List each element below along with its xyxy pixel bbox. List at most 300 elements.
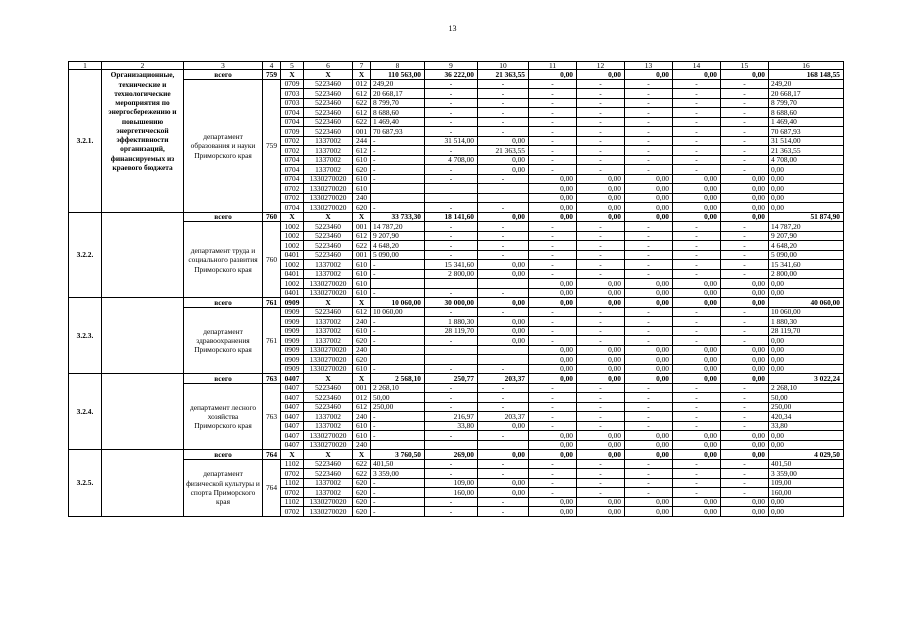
table-cell: - [371,497,425,507]
table-cell: 70 687,93 [769,127,844,137]
table-cell: - [721,146,769,156]
table-cell: 0,00 [625,364,673,374]
column-number: 7 [353,62,371,70]
table-cell: 612 [353,108,371,118]
total-cell: 0,00 [625,450,673,460]
table-cell: - [425,469,478,479]
table-cell: 8 799,70 [769,98,844,108]
table-cell: 1337002 [304,317,353,327]
table-cell: - [673,317,721,327]
table-cell: - [673,412,721,422]
table-cell: - [425,241,478,251]
table-cell: - [673,155,721,165]
table-cell: - [625,478,673,488]
table-cell: 5223460 [304,250,353,260]
total-cell: X [353,450,371,460]
table-cell: - [577,222,625,232]
table-cell: 0,00 [769,431,844,441]
table-cell: 001 [353,222,371,232]
table-cell: 1102 [281,497,304,507]
table-cell: - [577,250,625,260]
total-cell: 18 141,60 [425,212,478,222]
table-cell: 5223460 [304,222,353,232]
table-cell: - [673,231,721,241]
table-cell: - [577,117,625,127]
table-cell: 0401 [281,288,304,298]
table-cell: 0,00 [577,184,625,194]
table-cell: 240 [353,440,371,450]
total-cell: 0,00 [529,212,577,222]
table-cell: - [478,231,529,241]
budget-table [68,61,844,517]
table-cell: 0909 [281,345,304,355]
table-cell [425,193,478,203]
table-cell: 0,00 [478,317,529,327]
table-cell: 20 668,17 [371,89,425,99]
table-cell: - [577,269,625,279]
table-cell: 1330270020 [304,288,353,298]
table-cell: - [425,364,478,374]
table-cell: - [371,165,425,175]
table-cell: 0,00 [721,279,769,289]
total-cell: X [281,212,304,222]
total-cell: 0909 [281,298,304,308]
table-cell [425,440,478,450]
section-number: 3.2.4. [69,374,102,450]
table-cell: - [529,317,577,327]
table-cell: - [425,459,478,469]
table-cell: - [478,431,529,441]
table-cell: 0,00 [673,184,721,194]
table-cell: 0,00 [577,288,625,298]
table-cell: 0,00 [625,174,673,184]
table-cell: - [478,383,529,393]
table-cell: - [371,317,425,327]
table-cell: 2 800,00 [769,269,844,279]
section-number: 3.2.1. [69,70,102,213]
table-cell: - [721,117,769,127]
table-cell: 0,00 [478,421,529,431]
table-cell: 612 [353,402,371,412]
table-cell: 0,00 [529,355,577,365]
column-number: 3 [184,62,263,70]
total-cell: X [304,70,353,80]
department-code: 761 [263,307,281,374]
table-cell: - [529,412,577,422]
table-cell: - [577,402,625,412]
total-cell: 0,00 [529,70,577,80]
table-row [69,307,844,317]
table-cell: 15 341,60 [425,260,478,270]
table-cell: 0,00 [577,279,625,289]
section-number: 3.2.3. [69,298,102,374]
table-cell: 610 [353,184,371,194]
table-cell: 0,00 [769,184,844,194]
table-cell: 1337002 [304,155,353,165]
table-cell [371,440,425,450]
table-cell: - [425,288,478,298]
total-cell: X [281,450,304,460]
column-number: 13 [625,62,673,70]
table-cell: - [721,469,769,479]
table-cell: - [673,393,721,403]
table-cell: - [673,326,721,336]
table-cell: 0,00 [721,431,769,441]
table-cell: - [425,146,478,156]
table-cell: 0407 [281,440,304,450]
table-cell: 249,20 [769,79,844,89]
table-cell: 0,00 [721,203,769,213]
table-cell: 0,00 [721,507,769,517]
table-cell: - [425,507,478,517]
table-cell: 1330270020 [304,364,353,374]
table-cell: 420,34 [769,412,844,422]
total-cell: 269,00 [425,450,478,460]
table-cell: 0,00 [625,355,673,365]
table-cell: 240 [353,345,371,355]
table-cell: - [625,383,673,393]
table-cell: 0,00 [769,279,844,289]
table-cell: - [529,469,577,479]
table-cell: - [425,383,478,393]
table-cell: - [371,174,425,184]
table-cell: 0,00 [721,184,769,194]
table-cell [425,355,478,365]
table-cell: - [478,459,529,469]
table-cell: - [673,307,721,317]
total-cell: 4 029,50 [769,450,844,460]
table-cell: 0,00 [529,279,577,289]
table-cell: 001 [353,383,371,393]
table-cell: - [625,469,673,479]
table-cell: - [625,222,673,232]
table-cell: - [625,89,673,99]
column-number: 11 [529,62,577,70]
total-cell: X [304,374,353,384]
table-cell: - [529,136,577,146]
table-cell: 0,00 [625,288,673,298]
table-cell: - [529,421,577,431]
total-cell: всего [184,70,263,80]
total-cell: 760 [263,212,281,222]
table-cell: - [529,98,577,108]
section-number: 3.2.2. [69,212,102,298]
table-cell: 0,00 [673,364,721,374]
table-cell: 1330270020 [304,174,353,184]
table-cell: - [625,127,673,137]
total-cell: X [304,298,353,308]
table-cell: - [673,136,721,146]
table-cell: 1002 [281,231,304,241]
table-cell: - [577,260,625,270]
total-cell: 0,00 [673,70,721,80]
table-cell: - [529,336,577,346]
total-cell: 3 760,50 [371,450,425,460]
total-cell: X [353,298,371,308]
table-cell: 612 [353,146,371,156]
table-cell: - [625,155,673,165]
table-cell: 31 514,00 [425,136,478,146]
table-cell: 0401 [281,269,304,279]
table-cell: 0,00 [721,497,769,507]
table-cell: 5223460 [304,383,353,393]
page-number: 13 [448,24,457,33]
table-cell: 1337002 [304,260,353,270]
table-cell: - [529,241,577,251]
table-cell: 1330270020 [304,355,353,365]
table-cell: 610 [353,421,371,431]
column-number: 4 [263,62,281,70]
table-cell: - [625,146,673,156]
table-cell: 10 060,00 [769,307,844,317]
table-cell: - [478,89,529,99]
table-cell: - [425,108,478,118]
table-cell: 0,00 [769,355,844,365]
table-cell: - [721,317,769,327]
table-cell: 0,00 [673,193,721,203]
table-cell: - [721,412,769,422]
table-cell: - [673,89,721,99]
table-cell: - [577,165,625,175]
table-cell: 001 [353,250,371,260]
table-cell: 21 363,55 [478,146,529,156]
table-cell: 8 799,70 [371,98,425,108]
total-cell: 0,00 [577,70,625,80]
table-cell: 0,00 [478,326,529,336]
table-cell: 1330270020 [304,440,353,450]
table-cell: - [673,383,721,393]
table-cell: 160,00 [425,488,478,498]
table-cell: 0,00 [529,345,577,355]
table-cell: - [577,79,625,89]
table-cell: 0,00 [478,478,529,488]
table-cell: - [673,117,721,127]
table-cell: 3 359,00 [769,469,844,479]
table-cell: - [371,326,425,336]
table-cell: - [625,459,673,469]
table-cell: 0702 [281,136,304,146]
table-cell: 620 [353,336,371,346]
table-cell: 0703 [281,89,304,99]
table-cell: 5223460 [304,231,353,241]
table-cell: 0,00 [577,355,625,365]
total-cell: 0,00 [721,374,769,384]
table-cell: 0,00 [769,345,844,355]
table-cell: - [721,336,769,346]
table-cell: 1002 [281,279,304,289]
table-cell: - [577,421,625,431]
table-cell: - [529,79,577,89]
table-cell: 8 688,60 [371,108,425,118]
table-cell: 109,00 [425,478,478,488]
table-cell: 33,80 [425,421,478,431]
department-code: 759 [263,79,281,212]
table-cell: - [478,507,529,517]
table-cell: 612 [353,307,371,317]
activity-name [102,212,184,298]
table-cell: - [529,127,577,137]
table-cell: 5223460 [304,117,353,127]
table-cell: 5223460 [304,393,353,403]
table-cell: - [721,326,769,336]
table-cell: - [478,307,529,317]
table-cell: - [529,307,577,317]
table-cell: - [673,222,721,232]
table-cell [478,345,529,355]
table-cell: 2 268,10 [371,383,425,393]
total-cell: 0,00 [577,298,625,308]
table-cell: 5223460 [304,241,353,251]
table-cell: 622 [353,241,371,251]
table-cell: 0,00 [478,260,529,270]
table-cell: 1330270020 [304,507,353,517]
table-cell: - [721,222,769,232]
table-cell: 612 [353,89,371,99]
table-cell: 0,00 [529,288,577,298]
table-cell: 21 363,55 [769,146,844,156]
table-cell: - [625,393,673,403]
table-cell: - [577,108,625,118]
table-cell: 0,00 [478,336,529,346]
total-cell: 0,00 [721,70,769,80]
table-cell: - [721,241,769,251]
table-cell [371,279,425,289]
table-cell: 0,00 [625,497,673,507]
table-cell: 249,20 [371,79,425,89]
table-cell: 0,00 [769,193,844,203]
table-cell: - [673,269,721,279]
total-cell: 0,00 [673,298,721,308]
table-cell: 9 207,90 [769,231,844,241]
table-cell: 33,80 [769,421,844,431]
table-cell: - [529,165,577,175]
table-cell: - [625,260,673,270]
table-cell: - [625,250,673,260]
table-cell: - [577,155,625,165]
table-cell: - [625,317,673,327]
table-cell: 1337002 [304,488,353,498]
table-cell: - [721,269,769,279]
table-cell: 14 787,20 [769,222,844,232]
table-cell: 0,00 [769,165,844,175]
table-cell: 1337002 [304,326,353,336]
table-cell: - [371,488,425,498]
table-cell: - [425,393,478,403]
table-cell: 0401 [281,250,304,260]
table-cell: - [577,89,625,99]
table-cell: - [673,478,721,488]
table-cell: 0,00 [625,279,673,289]
table-cell: 620 [353,488,371,498]
table-cell: 0,00 [577,174,625,184]
total-cell: 761 [263,298,281,308]
table-cell: 0,00 [625,203,673,213]
total-cell: 0,00 [577,212,625,222]
table-cell: 620 [353,507,371,517]
table-cell: 1330270020 [304,193,353,203]
table-cell: - [625,117,673,127]
table-cell: 0704 [281,203,304,213]
table-cell: 109,00 [769,478,844,488]
table-cell: 0,00 [721,174,769,184]
section-total-row [69,212,844,222]
table-cell: 610 [353,326,371,336]
table-cell: 1 469,40 [371,117,425,127]
table-cell: 1337002 [304,412,353,422]
table-cell: 5 090,00 [769,250,844,260]
total-cell: 0,00 [529,374,577,384]
total-cell: 764 [263,450,281,460]
table-cell: 0709 [281,79,304,89]
table-cell: 0,00 [529,203,577,213]
table-cell: 610 [353,431,371,441]
total-cell: всего [184,212,263,222]
table-cell: 0,00 [721,364,769,374]
total-cell: 33 733,30 [371,212,425,222]
table-cell: 610 [353,288,371,298]
table-cell: 0,00 [577,203,625,213]
table-cell: 610 [353,155,371,165]
table-cell: - [673,127,721,137]
table-cell: - [673,336,721,346]
table-cell: 0407 [281,412,304,422]
table-cell: - [673,98,721,108]
table-cell: 012 [353,393,371,403]
table-cell: - [577,241,625,251]
table-cell: 0407 [281,393,304,403]
table-cell: - [478,222,529,232]
table-cell: 70 687,93 [371,127,425,137]
table-cell: 5223460 [304,89,353,99]
table-cell: - [625,231,673,241]
table-cell: 0,00 [577,193,625,203]
table-cell: - [673,108,721,118]
table-cell: - [625,241,673,251]
table-cell: 622 [353,98,371,108]
table-cell: - [577,307,625,317]
table-cell: - [371,203,425,213]
table-cell: - [529,89,577,99]
table-cell: 9 207,90 [371,231,425,241]
table-cell: - [673,250,721,260]
department-name: департамент труда и социального развития Приморского края [184,222,263,298]
table-cell: 203,37 [478,412,529,422]
table-cell: 0702 [281,469,304,479]
table-cell: - [371,260,425,270]
table-cell: 0,00 [625,193,673,203]
table-cell: - [425,203,478,213]
table-cell: 1330270020 [304,184,353,194]
table-cell: 0,00 [769,440,844,450]
table-cell: 1330270020 [304,203,353,213]
department-name: департамент здравоохранения Приморского края [184,307,263,374]
total-cell: 0,00 [673,212,721,222]
table-cell: - [721,478,769,488]
table-cell: 0,00 [529,184,577,194]
table-cell: 620 [353,497,371,507]
table-cell: - [371,269,425,279]
table-cell: 0909 [281,355,304,365]
table-cell: 0,00 [478,488,529,498]
table-cell: 0,00 [529,507,577,517]
table-cell: 31 514,00 [769,136,844,146]
table-cell: 1337002 [304,146,353,156]
total-cell: X [353,70,371,80]
table-cell [425,184,478,194]
table-cell: 28 119,70 [769,326,844,336]
table-cell [371,184,425,194]
department-name: департамент физической культуры и спорта Приморского края [184,459,263,516]
